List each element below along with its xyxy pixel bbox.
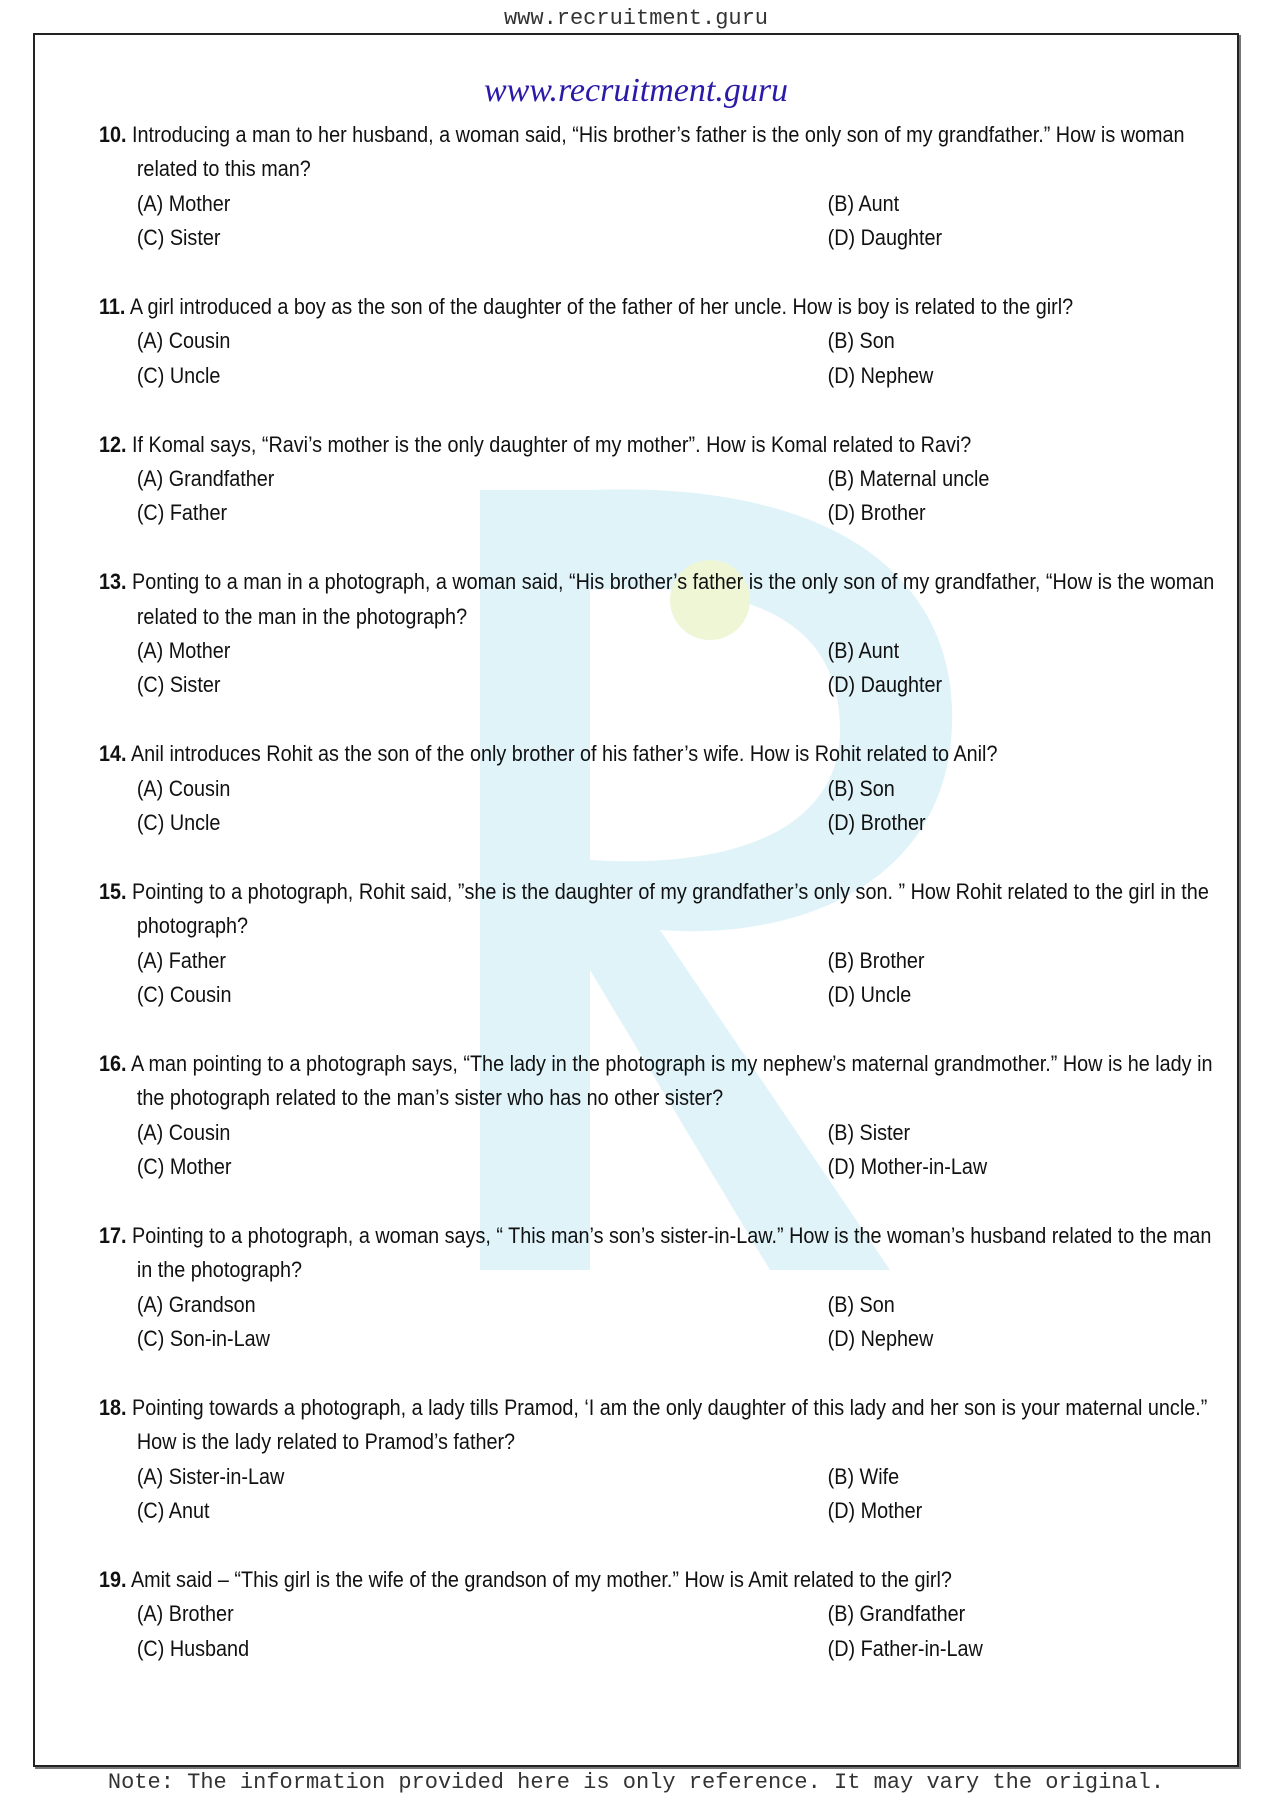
option: (B) Aunt: [827, 190, 900, 216]
question-item: [99, 290, 1217, 393]
option: (B) Aunt: [827, 638, 900, 664]
option: (D) Brother: [827, 500, 926, 526]
question-item: [99, 875, 1217, 1013]
question-text: [99, 428, 1217, 462]
option: (A) Grandfather: [136, 466, 275, 492]
question-item: [99, 737, 1217, 840]
option: (B) Son: [827, 328, 895, 354]
option: (A) Cousin: [136, 1119, 231, 1145]
question-number: 13.: [99, 569, 127, 595]
option: (C) Sister: [136, 672, 221, 698]
option: (C) Father: [136, 500, 228, 526]
question-text: [99, 1563, 1217, 1597]
question-body: Amit said – “This girl is the wife of the grandson of my mother.” How is Amit related to the girl?: [130, 1566, 952, 1592]
options: [99, 634, 1217, 703]
option: (A) Brother: [136, 1601, 234, 1627]
option: (A) Mother: [136, 190, 231, 216]
option: (D) Mother: [827, 1498, 923, 1524]
option: (B) Son: [827, 775, 895, 801]
question-item: [99, 428, 1217, 531]
option: (C) Anut: [136, 1498, 210, 1524]
header-url: www.recruitment.guru: [503, 6, 769, 31]
question-body: Introducing a man to her husband, a woman said, “His brother’s father is the only son of my grandfather.” How is woman related to this man?: [132, 122, 1185, 182]
option: (A) Grandson: [136, 1291, 256, 1317]
option: (B) Son: [827, 1291, 895, 1317]
option: (D) Brother: [827, 810, 926, 836]
option: (C) Uncle: [136, 362, 221, 388]
question-number: 12.: [99, 431, 127, 457]
question-item: [99, 565, 1217, 703]
option: (C) Son-in-Law: [136, 1326, 270, 1352]
question-item: [99, 118, 1217, 256]
question-item: [99, 1563, 1217, 1666]
question-text: [99, 290, 1217, 324]
option: (D) Father-in-Law: [827, 1635, 983, 1661]
site-logo-text: www.recruitment.guru: [483, 72, 789, 109]
question-list: [99, 118, 1217, 1701]
option: (A) Sister-in-Law: [136, 1463, 285, 1489]
question-body: Pointing to a photograph, a woman says, “ This man’s son’s sister-in-Law.” How is the woman’s husband related to the man in the photograph?: [132, 1222, 1212, 1283]
option: (C) Husband: [136, 1635, 250, 1661]
options: [99, 1597, 1217, 1666]
option: (A) Mother: [136, 638, 231, 664]
question-text: [99, 1047, 1217, 1116]
option: (D) Daughter: [827, 672, 943, 698]
question-text: [99, 1391, 1217, 1460]
question-number: 18.: [99, 1394, 127, 1420]
options: [99, 772, 1217, 841]
options: [99, 1460, 1217, 1529]
question-text: [99, 737, 1217, 771]
options: [99, 944, 1217, 1013]
question-body: Ponting to a man in a photograph, a woman said, “His brother’s father is the only son of my grandfather, “How is the woman related to the man in the photograph?: [132, 569, 1215, 629]
question-number: 16.: [99, 1050, 127, 1076]
option: (A) Cousin: [136, 328, 231, 354]
option: (B) Maternal uncle: [827, 466, 990, 492]
question-item: [99, 1219, 1217, 1357]
option: (B) Sister: [827, 1119, 911, 1145]
option: (A) Father: [136, 947, 226, 973]
question-number: 14.: [99, 741, 127, 767]
question-body: A girl introduced a boy as the son of the daughter of the father of her uncle. How is boy is related to the girl?: [129, 294, 1074, 320]
question-text: [99, 565, 1217, 634]
question-number: 19.: [99, 1566, 127, 1592]
question-body: A man pointing to a photograph says, “The lady in the photograph is my nephew’s maternal grandmother.” How is he lady in the photograph related to the man’s sister who has no other sister?: [130, 1050, 1213, 1111]
option: (C) Cousin: [136, 982, 232, 1008]
question-number: 10.: [99, 122, 127, 147]
option: (C) Mother: [136, 1154, 232, 1180]
option: (B) Brother: [827, 947, 925, 973]
question-number: 15.: [99, 878, 127, 904]
options: [99, 1288, 1217, 1357]
options: [99, 324, 1217, 393]
option: (D) Mother-in-Law: [827, 1154, 988, 1180]
option: (C) Sister: [136, 225, 221, 251]
question-number: 17.: [99, 1222, 127, 1248]
option: (D) Nephew: [827, 1326, 934, 1352]
option: (D) Nephew: [827, 362, 934, 388]
option: (B) Grandfather: [827, 1601, 966, 1627]
question-body: Pointing towards a photograph, a lady tills Pramod, ‘I am the only daughter of this lady and her son is your maternal uncle.” How is the lady related to Pramod’s father?: [132, 1394, 1208, 1455]
question-text: [99, 1219, 1217, 1288]
question-item: [99, 1047, 1217, 1185]
question-body: Pointing to a photograph, Rohit said, ”she is the daughter of my grandfather’s only son. ” How Rohit related to the girl in the photograph?: [132, 878, 1209, 939]
options: [99, 462, 1217, 531]
question-number: 11.: [99, 294, 126, 320]
question-text: [99, 118, 1217, 187]
options: [99, 1116, 1217, 1185]
question-item: [99, 1391, 1217, 1529]
options: [99, 187, 1217, 256]
option: (D) Uncle: [827, 982, 912, 1008]
option: (B) Wife: [827, 1463, 900, 1489]
footer-note: Note: The information provided here is only reference. It may vary the original.: [107, 1770, 1165, 1795]
question-text: [99, 875, 1217, 944]
option: (D) Daughter: [827, 225, 943, 251]
option: (A) Cousin: [136, 775, 231, 801]
question-body: Anil introduces Rohit as the son of the only brother of his father’s wife. How is Rohit related to Anil?: [130, 741, 998, 767]
question-body: If Komal says, “Ravi’s mother is the only daughter of my mother”. How is Komal related to Ravi?: [132, 431, 972, 457]
option: (C) Uncle: [136, 810, 221, 836]
